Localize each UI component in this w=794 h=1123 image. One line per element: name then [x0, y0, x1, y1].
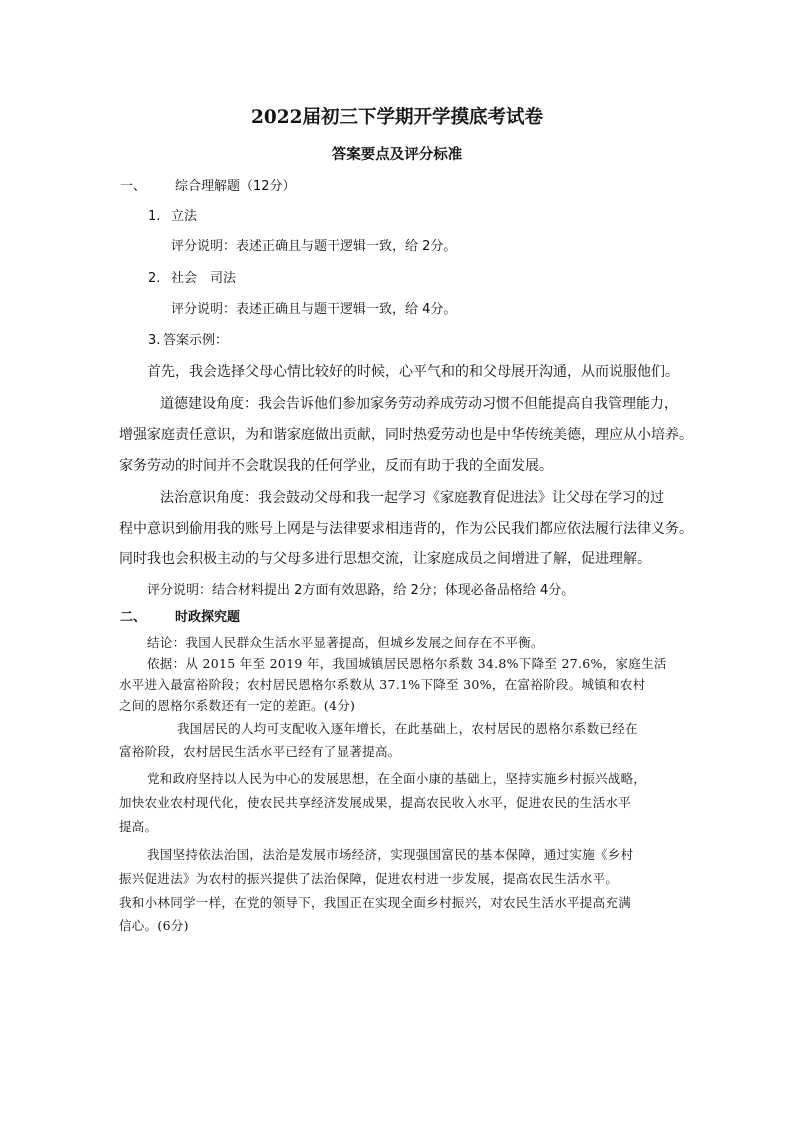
text-line: 党和政府坚持以人民为中心的发展思想，在全面小康的基础上，坚持实施乡村振兴战略， — [147, 771, 647, 786]
text-line: 富裕阶段，农村居民生活水平已经有了显著提高。 — [119, 744, 401, 759]
text-line: 我国居民的人均可支配收入逐年增长，在此基础上，农村居民的恩格尔系数已经在 — [177, 721, 638, 736]
text-line: 结论：我国人民群众生活水平显著提高，但城乡发展之间存在不平衡。 — [147, 635, 544, 650]
q3-label: 答案示例： — [163, 333, 229, 348]
q1-answer: 立法 — [171, 209, 198, 224]
q3-number: 3. — [148, 333, 161, 348]
q2-scoring: 评分说明：表述正确且与题干逻辑一致，给 4分。 — [171, 302, 457, 317]
q1-number: 1. — [148, 209, 161, 224]
text-line: 依据：从 2015 年至 2019 年，我国城镇居民恩格尔系数 34.8%下降至 27.6%，家庭生活 — [147, 656, 667, 671]
text-line: 法治意识角度：我会鼓动父母和我一起学习《家庭教育促进法》让父母在学习的过 — [160, 490, 664, 506]
text-line: 振兴促进法》为农村的振兴提供了法治保障，促进农村进一步发展，提高农民生活水平。 — [119, 871, 619, 886]
text-line: 我国坚持依法治国，法治是发展市场经济，实现强国富民的基本保障，通过实施《乡村 — [147, 847, 634, 862]
page-subtitle: 答案要点及评分标准 — [331, 146, 463, 163]
q2-answer: 社会 司法 — [171, 271, 237, 286]
text-line: 水平进入最富裕阶段；农村居民恩格尔系数从 37.1%下降至 30%，在富裕阶段。城镇和农村 — [119, 677, 646, 692]
text-line: 我和小林同学一样，在党的领导下，我国正在实现全面乡村振兴，对农民生活水平提高充满 — [119, 895, 632, 910]
text-line: 道德建设角度：我会告诉他们参加家务劳动养成劳动习惯不但能提高自我管理能力， — [160, 396, 678, 412]
section2-heading: 时政探究题 — [175, 610, 241, 625]
text-line: 同时我也会积极主动的与父母多进行思想交流，让家庭成员之间增进了解，促进理解。 — [119, 551, 651, 567]
text-line: 增强家庭责任意识，为和谐家庭做出贡献，同时热爱劳动也是中华传统美德，理应从小培养。 — [119, 427, 693, 443]
text-line: 提高。 — [119, 819, 158, 834]
section1-number: 一、 — [120, 179, 147, 194]
q3-paragraph-1: 首先，我会选择父母心情比较好的时候，心平气和的和父母展开沟通，从而说服他们。 — [147, 364, 679, 380]
q1-scoring: 评分说明：表述正确且与题干逻辑一致，给 2分。 — [171, 239, 457, 254]
q3-scoring: 评分说明：结合材料提出 2方面有效思路，给 2分；体现必备品格给 4分。 — [147, 583, 575, 598]
section2-number: 二、 — [120, 610, 147, 625]
section1-heading: 综合理解题（12分） — [175, 179, 296, 194]
text-line: 之间的恩格尔系数还有一定的差距。(4分) — [119, 698, 356, 713]
page-title: 2022届初三下学期开学摸底考试卷 — [251, 107, 543, 128]
text-line: 加快农业农村现代化，使农民共享经济发展成果，提高农民收入水平，促进农民的生活水平 — [119, 795, 632, 810]
text-line: 信心。(6分) — [119, 918, 189, 933]
text-line: 家务劳动的时间并不会耽误我的任何学业，反而有助于我的全面发展。 — [119, 458, 553, 474]
q2-number: 2. — [148, 271, 161, 286]
text-line: 程中意识到偷用我的账号上网是与法律要求相违背的，作为公民我们都应依法履行法律义务。 — [119, 521, 693, 537]
